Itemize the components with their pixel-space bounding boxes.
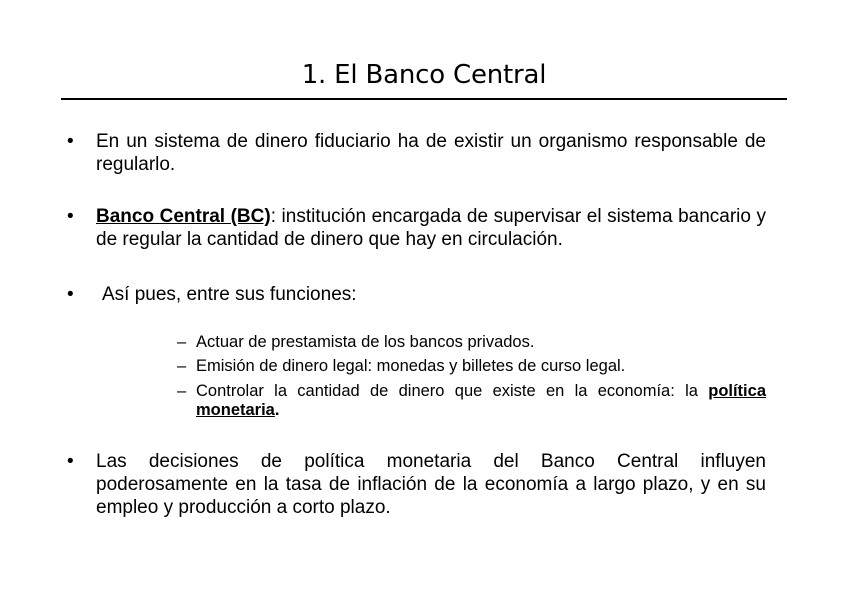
function-text: Actuar de prestamista de los bancos privados. [196,333,535,351]
dash-marker: – [177,382,187,400]
bullet-text: Las decisiones de política monetaria del Banco Central influyen poderosamente en la tasa de inflación de la economía a largo plazo, y en su empleo y producción a corto plazo. [96,451,766,518]
dash-marker: – [177,333,187,351]
definition-text: : institución encargada de supervisar el sistema bancario y de regular la cantidad de dinero que hay en circulación. [96,206,767,250]
bullet-marker: • [67,131,74,152]
function-text-lead: Controlar la cantidad de dinero que existe en la economía: la [196,382,709,400]
bullet-marker: • [67,206,74,227]
function-text [196,382,766,420]
function-text: Emisión de dinero legal: monedas y billetes de curso legal. [196,357,626,375]
bullet-text: En un sistema de dinero fiduciario ha de existir un organismo responsable de regularlo. [96,131,766,175]
title-underline-rule [61,98,787,100]
term-politica-monetaria: política monetaria [196,382,766,419]
function-text-tail: . [274,401,280,419]
bullet-text [96,205,766,251]
dash-marker: – [177,357,187,375]
slide-title: 1. El Banco Central [301,60,547,90]
bullet-marker: • [67,284,74,305]
bullet-marker: • [67,451,74,472]
bullet-text: Así pues, entre sus funciones: [102,284,357,305]
term-banco-central: Banco Central (BC) [96,206,271,227]
